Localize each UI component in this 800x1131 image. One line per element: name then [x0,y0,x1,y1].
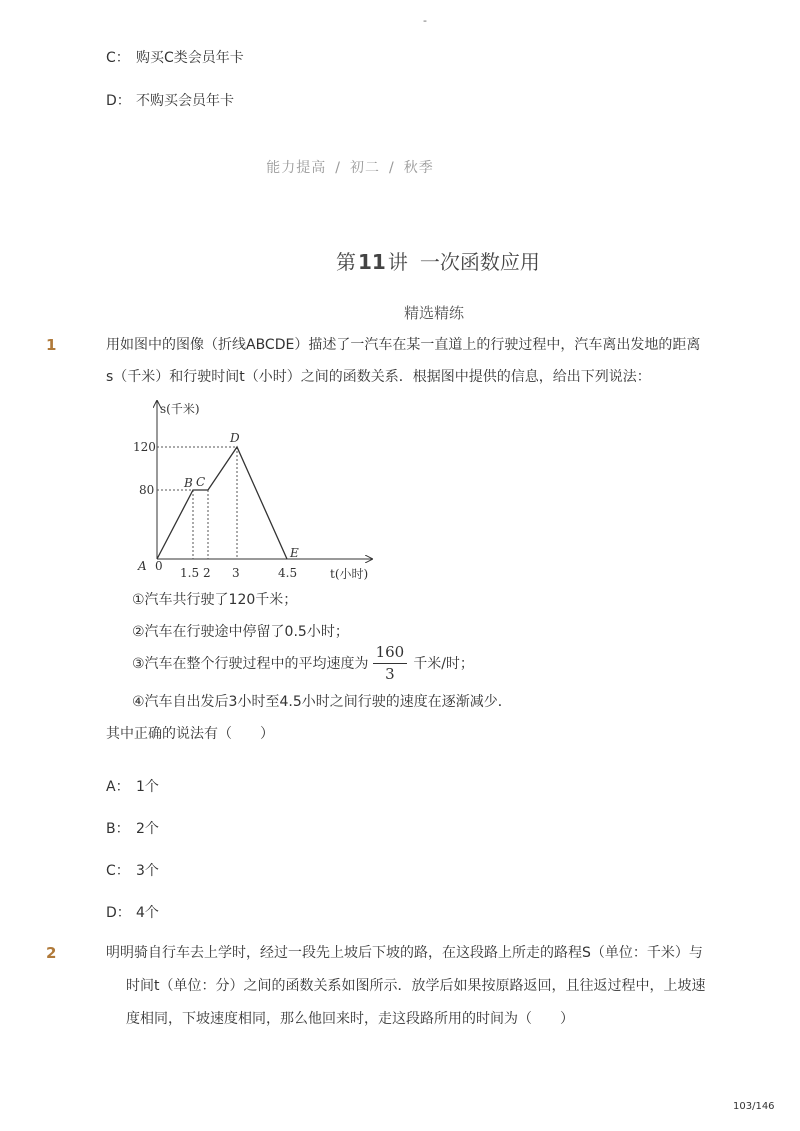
fraction-numerator: 160 [375,643,405,661]
option-text: 3个 [136,863,159,879]
option-letter: C： [106,50,130,66]
option-text: 购买C类会员年卡 [136,50,244,66]
question-text-line: s（千米）和行驶时间t（小时）之间的函数关系．根据图中提供的信息，给出下列说法： [106,369,651,385]
point-label-c: C [196,475,206,489]
polyline-abcde [157,447,287,559]
section-title: 精选精练 [404,304,465,322]
option-c[interactable] [106,860,159,880]
breadcrumb-level: 能力提高 [266,160,327,176]
statement-1: ①汽车共行驶了120千米； [132,592,298,608]
question-number: 2 [46,944,57,962]
question-text-line: 时间t（单位：分）之间的函数关系如图所示．放学后如果按原路返回，且往返过程中，上坡速 [126,978,706,994]
x-tick-label: 4.5 [278,566,298,580]
option-text: 2个 [136,821,159,837]
option-letter: B： [106,821,130,837]
x-tick-label: 3 [232,566,240,580]
question-prompt: 其中正确的说法有（ ） [106,726,274,742]
zero-label: 0 [155,559,163,573]
x-tick-label: 2 [203,566,211,580]
question-number: 1 [46,336,57,354]
y-axis-label: s(千米) [160,402,200,416]
lesson-number: 11 [358,250,386,274]
point-label-d: D [230,431,240,445]
option-d[interactable] [106,902,159,922]
prev-option-c[interactable] [106,47,244,67]
option-letter: D： [106,93,131,109]
question-text-line: 度相同，下坡速度相同，那么他回来时，走这段路所用的时间为（ ） [126,1011,574,1027]
lesson-title [336,246,540,275]
statement-3 [132,643,474,683]
option-a[interactable] [106,776,159,796]
point-label-e: E [290,546,299,560]
option-text: 不购买会员年卡 [136,93,234,109]
x-axis-label: t(小时) [330,567,369,581]
breadcrumb [0,157,700,177]
option-b[interactable] [106,818,159,838]
lesson-topic: 一次函数应用 [419,250,540,274]
option-letter: C： [106,863,130,879]
breadcrumb-grade: 初二 [350,160,380,176]
prev-option-d[interactable] [106,90,234,110]
lesson-suffix: 讲 [387,250,408,274]
option-letter: D： [106,905,131,921]
statement-4: ④汽车自出发后3小时至4.5小时之间行驶的速度在逐渐减少． [132,694,512,710]
point-label-b: B [184,476,193,490]
y-tick-label: 120 [133,440,156,454]
question-text-line: 明明骑自行车去上学时，经过一段先上坡后下坡的路，在这段路上所走的路程S（单位：千米）与 [106,945,703,961]
lesson-prefix: 第 [336,250,356,274]
option-letter: A： [106,779,130,795]
distance-time-graph [128,393,388,588]
breadcrumb-separator: / [335,160,341,176]
option-text: 4个 [136,905,159,921]
breadcrumb-separator: / [389,160,395,176]
statement-2: ②汽车在行驶途中停留了0.5小时； [132,624,349,640]
origin-label: A [138,559,147,573]
question-text-line: 用如图中的图像（折线ABCDE）描述了一汽车在某一直道上的行驶过程中，汽车离出发地的距离 [106,337,701,353]
fraction-160-over-3 [373,643,408,683]
page-number: 103/146 [733,1101,775,1112]
statement-3-text: ③汽车在整个行驶过程中的平均速度为 [132,656,369,672]
fraction-denominator: 3 [385,665,395,683]
breadcrumb-season: 秋季 [403,160,434,176]
statement-3-unit: 千米/时； [413,656,474,672]
y-tick-label: 80 [139,483,155,497]
header-mark: - [423,14,427,27]
x-tick-label: 1.5 [180,566,200,580]
option-text: 1个 [136,779,159,795]
